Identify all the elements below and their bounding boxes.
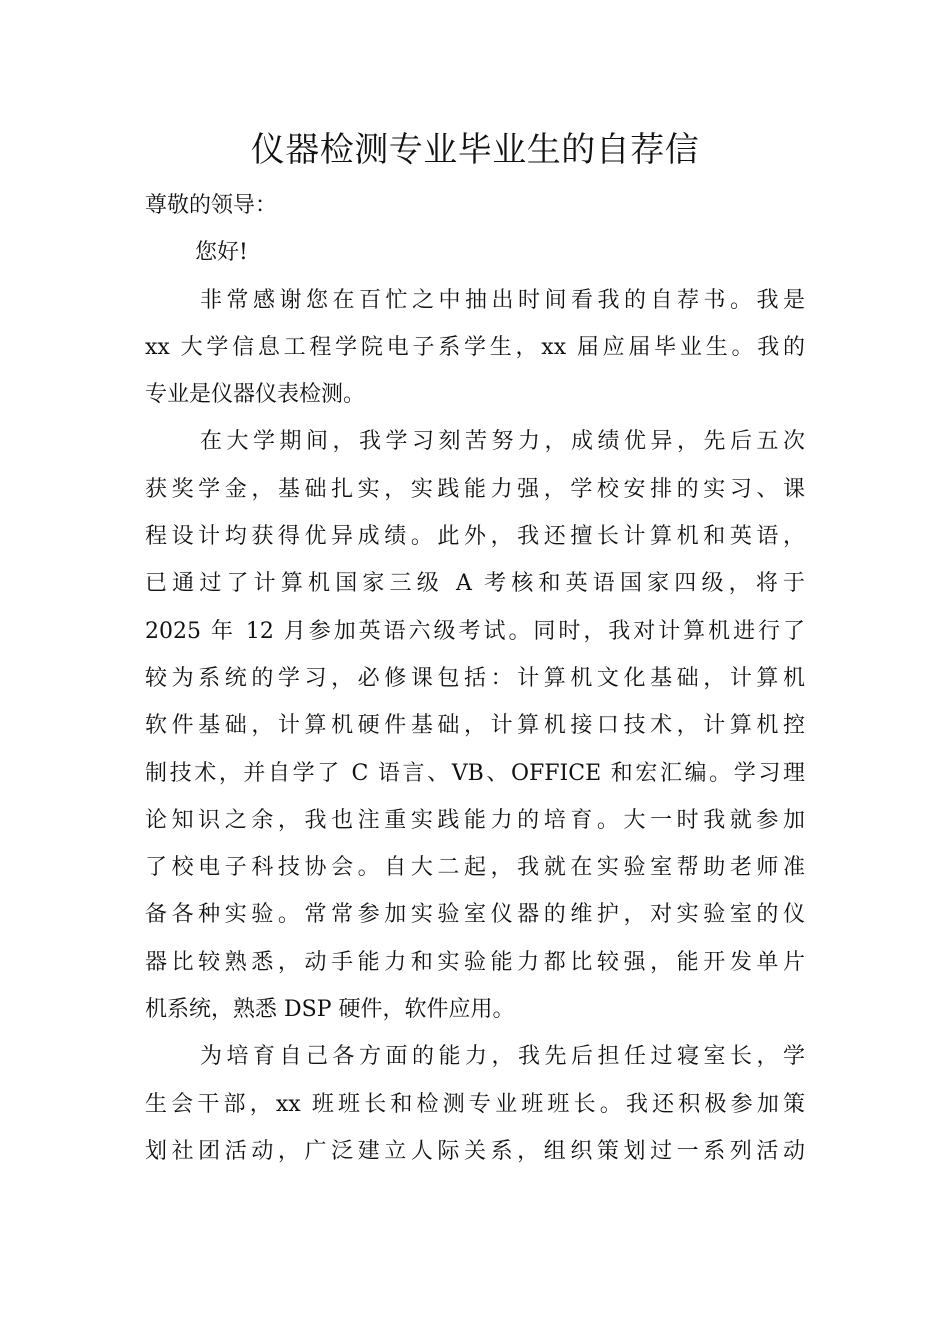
- text-line: 已通过了计算机国家三级 A 考核和英语国家四级，将于: [145, 571, 805, 597]
- text-line: 专业是仪器仪表检测。: [145, 382, 366, 408]
- text-line: 备各种实验。常常参加实验室仪器的维护，对实验室的仪: [145, 902, 805, 928]
- text-line: 程设计均获得优异成绩。此外，我还擅长计算机和英语，: [145, 524, 805, 550]
- text-line: 器比较熟悉，动手能力和实验能力都比较强，能开发单片: [145, 949, 805, 975]
- text-line: 划社团活动，广泛建立人际关系，组织策划过一系列活动: [145, 1138, 805, 1164]
- letter-body: [145, 182, 805, 1175]
- text-line: 了校电子科技协会。自大二起，我就在实验室帮助老师准: [145, 855, 805, 881]
- text-line: 在大学期间，我学习刻苦努力，成绩优异，先后五次: [200, 429, 805, 455]
- letter-greeting: 尊敬的领导：: [145, 193, 278, 218]
- text-line: 2025 年 12 月参加英语六级考试。同时，我对计算机进行了: [145, 618, 805, 644]
- paragraph-2: [145, 418, 805, 1033]
- letter-salutation: 您好!: [195, 240, 248, 266]
- document-title: 仪器检测专业毕业生的自荐信: [250, 130, 700, 170]
- text-line: xx 大学信息工程学院电子系学生，xx 届应届毕业生。我的: [145, 334, 805, 360]
- text-line: 获奖学金，基础扎实，实践能力强，学校安排的实习、课: [145, 476, 805, 502]
- paragraph-1: [145, 277, 805, 419]
- text-line: 软件基础，计算机硬件基础，计算机接口技术，计算机控: [145, 713, 805, 739]
- text-line: 非常感谢您在百忙之中抽出时间看我的自荐书。我是: [200, 287, 805, 313]
- paragraph-3: [145, 1033, 805, 1175]
- text-line: 生会干部，xx 班班长和检测专业班班长。我还积极参加策: [145, 1091, 805, 1117]
- text-line: 制技术，并自学了 C 语言、VB、OFFICE 和宏汇编。学习理: [145, 760, 805, 786]
- text-line: 论知识之余，我也注重实践能力的培育。大一时我就参加: [145, 807, 805, 833]
- text-line: 为培育自己各方面的能力，我先后担任过寝室长，学: [200, 1044, 805, 1070]
- text-line: 较为系统的学习，必修课包括：计算机文化基础，计算机: [145, 665, 805, 691]
- text-line: 机系统，熟悉 DSP 硬件，软件应用。: [145, 997, 515, 1023]
